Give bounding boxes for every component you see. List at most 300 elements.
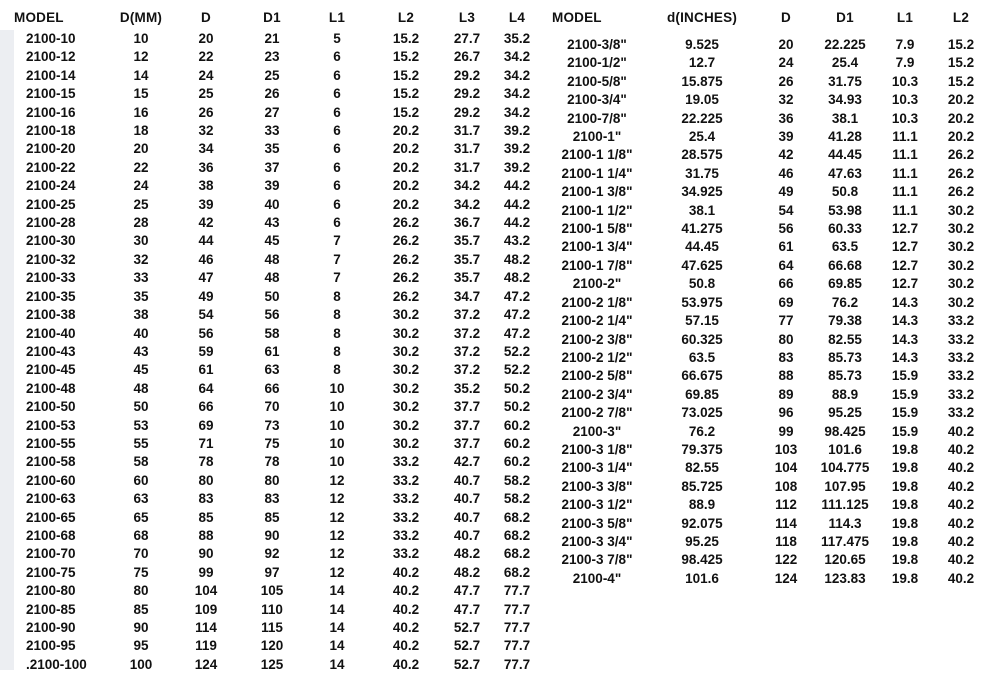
value-cell: 48.2 xyxy=(503,251,531,267)
value-cell: 23 xyxy=(264,49,280,65)
value-cell: 20.2 xyxy=(392,178,420,194)
value-cell: 49 xyxy=(198,288,214,304)
value-cell: 58 xyxy=(264,325,280,341)
value-cell: 39 xyxy=(778,129,794,145)
table-row xyxy=(552,441,992,459)
value-cell: 44.45 xyxy=(828,147,862,163)
value-cell: 40.7 xyxy=(453,472,481,488)
model-cell: 2100-32 xyxy=(26,251,76,267)
model-cell: 2100-5/8" xyxy=(567,73,627,89)
value-cell: 52.7 xyxy=(453,656,481,672)
value-cell: 117.475 xyxy=(820,533,870,549)
model-cell: 2100-60 xyxy=(26,472,76,488)
value-cell: 6 xyxy=(333,159,341,175)
table-row xyxy=(552,570,992,588)
value-cell: 19.8 xyxy=(891,497,919,513)
value-cell: 48 xyxy=(133,380,149,396)
value-cell: 20.2 xyxy=(947,110,975,126)
value-cell: 44.2 xyxy=(503,178,531,194)
value-cell: 101.6 xyxy=(685,570,719,586)
value-cell: 14.3 xyxy=(891,294,919,310)
table-row xyxy=(14,472,542,490)
value-cell: 40.2 xyxy=(947,460,975,476)
value-cell: 63.5 xyxy=(831,239,859,255)
table-row xyxy=(14,122,542,140)
model-cell: 2100-2" xyxy=(572,276,622,292)
value-cell: 58.2 xyxy=(503,491,531,507)
value-cell: 41.28 xyxy=(828,129,862,145)
value-cell: 98.425 xyxy=(681,552,723,568)
inch-table-body xyxy=(552,30,992,588)
table-row xyxy=(552,275,992,293)
value-cell: 38.1 xyxy=(831,110,859,126)
value-cell: 103 xyxy=(774,441,798,457)
value-cell: 52.2 xyxy=(503,343,531,359)
column-header: D1 xyxy=(263,10,281,25)
value-cell: 15.875 xyxy=(681,73,723,89)
table-row xyxy=(14,140,542,158)
value-cell: 31.75 xyxy=(828,73,862,89)
value-cell: 47.63 xyxy=(828,165,862,181)
table-row xyxy=(552,551,992,569)
value-cell: 11.1 xyxy=(892,184,918,200)
table-row xyxy=(14,85,542,103)
value-cell: 20.2 xyxy=(392,123,420,139)
value-cell: 40.2 xyxy=(392,638,420,654)
value-cell: 33.2 xyxy=(392,509,420,525)
table-row xyxy=(552,36,992,54)
value-cell: 22.225 xyxy=(824,37,866,52)
value-cell: 78 xyxy=(264,454,280,470)
value-cell: 11.1 xyxy=(892,147,918,163)
value-cell: 120.65 xyxy=(824,552,866,568)
value-cell: 104.775 xyxy=(820,460,870,476)
value-cell: 15.2 xyxy=(392,104,420,120)
value-cell: 44 xyxy=(198,233,214,249)
value-cell: 46 xyxy=(198,251,214,267)
model-cell: 2100-2 1/8" xyxy=(561,294,633,310)
column-header: D(MM) xyxy=(119,10,163,25)
value-cell: 28.575 xyxy=(681,147,723,163)
value-cell: 44.2 xyxy=(503,215,531,231)
value-cell: 56 xyxy=(264,307,280,323)
model-cell: 2100-58 xyxy=(26,454,76,470)
table-row xyxy=(14,435,542,453)
value-cell: 55 xyxy=(133,435,149,451)
value-cell: 35.2 xyxy=(453,380,481,396)
value-cell: 11.1 xyxy=(892,202,918,218)
model-cell: 2100-1 1/4" xyxy=(561,165,633,181)
model-cell: 2100-3 1/8" xyxy=(561,441,633,457)
value-cell: 44.45 xyxy=(685,239,719,255)
value-cell: 34.2 xyxy=(503,49,531,65)
value-cell: 48.2 xyxy=(503,270,531,286)
value-cell: 14 xyxy=(329,583,345,599)
value-cell: 76.2 xyxy=(688,423,716,439)
column-header: MODEL xyxy=(14,10,64,25)
model-cell: 2100-2 1/2" xyxy=(561,349,633,365)
value-cell: 31.7 xyxy=(453,159,481,175)
value-cell: 22 xyxy=(133,159,149,175)
value-cell: 15 xyxy=(133,86,149,102)
value-cell: 15.2 xyxy=(392,86,420,102)
model-cell: 2100-3 1/2" xyxy=(561,497,633,513)
model-cell: 2100-3" xyxy=(572,423,622,439)
value-cell: 39.2 xyxy=(503,123,531,139)
column-header: MODEL xyxy=(552,10,602,25)
value-cell: 75 xyxy=(264,435,280,451)
value-cell: 33.2 xyxy=(947,405,975,421)
value-cell: 50.2 xyxy=(503,380,531,396)
value-cell: 77.7 xyxy=(503,638,531,654)
value-cell: 40.2 xyxy=(947,441,975,457)
table-row xyxy=(14,306,542,324)
left-edge-shadow xyxy=(0,30,14,670)
value-cell: 20.2 xyxy=(392,196,420,212)
model-cell: 2100-15 xyxy=(26,86,76,102)
table-row xyxy=(14,490,542,508)
value-cell: 19.8 xyxy=(891,478,919,494)
table-row xyxy=(552,257,992,275)
value-cell: 10.3 xyxy=(891,73,919,89)
value-cell: 114 xyxy=(775,515,797,531)
value-cell: 6 xyxy=(333,196,341,212)
model-cell: 2100-1 3/8" xyxy=(561,184,633,200)
value-cell: 77.7 xyxy=(503,620,531,635)
value-cell: 14 xyxy=(329,620,345,635)
value-cell: 112 xyxy=(775,497,797,513)
value-cell: 34.7 xyxy=(453,288,481,304)
value-cell: 33.2 xyxy=(392,527,420,543)
value-cell: 104 xyxy=(774,460,798,476)
value-cell: 6 xyxy=(333,67,341,83)
model-cell: 2100-3 7/8" xyxy=(561,552,633,568)
model-cell: 2100-35 xyxy=(26,288,76,304)
value-cell: 30.2 xyxy=(392,362,420,378)
value-cell: 69 xyxy=(198,417,214,433)
value-cell: 14.3 xyxy=(891,331,919,347)
value-cell: 60.2 xyxy=(503,435,531,451)
value-cell: 88 xyxy=(198,527,214,543)
value-cell: 89 xyxy=(778,386,794,402)
value-cell: 100 xyxy=(129,656,153,672)
table-row xyxy=(14,288,542,306)
value-cell: 31.7 xyxy=(453,141,481,157)
value-cell: 39 xyxy=(264,178,280,194)
table-row xyxy=(14,656,542,674)
value-cell: 28 xyxy=(133,215,149,231)
value-cell: 7 xyxy=(333,270,341,286)
value-cell: 48 xyxy=(264,270,280,286)
table-row xyxy=(552,533,992,551)
value-cell: 47.2 xyxy=(503,325,531,341)
value-cell: 25 xyxy=(264,67,280,83)
value-cell: 6 xyxy=(333,178,341,194)
value-cell: 30.2 xyxy=(947,221,975,237)
model-cell: 2100-3 5/8" xyxy=(561,515,633,531)
value-cell: 37.2 xyxy=(453,362,481,378)
table-row xyxy=(14,159,542,177)
value-cell: 69 xyxy=(778,294,794,310)
value-cell: 30.2 xyxy=(947,257,975,273)
value-cell: 38 xyxy=(198,178,214,194)
table-row xyxy=(14,509,542,527)
model-cell: 2100-2 5/8" xyxy=(561,368,633,384)
value-cell: 82.55 xyxy=(828,331,862,347)
value-cell: 77.7 xyxy=(503,601,531,617)
value-cell: 12 xyxy=(329,509,345,525)
column-header: L1 xyxy=(896,10,914,25)
value-cell: 19.8 xyxy=(891,533,919,549)
value-cell: 36 xyxy=(778,110,794,126)
value-cell: 42 xyxy=(778,147,794,163)
value-cell: 60.2 xyxy=(503,454,531,470)
value-cell: 122 xyxy=(774,552,798,568)
value-cell: 10.3 xyxy=(891,110,919,126)
value-cell: 6 xyxy=(333,86,341,102)
value-cell: 26 xyxy=(778,73,794,89)
model-cell: 2100-3/4" xyxy=(567,92,627,108)
value-cell: 80 xyxy=(264,472,280,488)
value-cell: 70 xyxy=(264,399,280,415)
value-cell: 66 xyxy=(778,276,794,292)
table-row xyxy=(552,220,992,238)
table-row xyxy=(552,146,992,164)
value-cell: 65 xyxy=(133,509,149,525)
table-row xyxy=(552,238,992,256)
model-cell: 2100-33 xyxy=(26,270,76,286)
value-cell: 123.83 xyxy=(824,570,866,586)
value-cell: 40.2 xyxy=(947,515,975,531)
value-cell: 40.2 xyxy=(392,583,420,599)
table-row xyxy=(552,367,992,385)
value-cell: 50.2 xyxy=(503,399,531,415)
value-cell: 58 xyxy=(133,454,149,470)
value-cell: 15.2 xyxy=(392,31,420,46)
value-cell: 30 xyxy=(133,233,149,249)
table-row xyxy=(14,232,542,250)
table-row xyxy=(552,110,992,128)
value-cell: 33 xyxy=(264,123,280,139)
metric-table-body xyxy=(14,30,542,674)
model-cell: 2100-38 xyxy=(26,307,76,323)
model-cell: 2100-2 1/4" xyxy=(561,313,633,329)
value-cell: 8 xyxy=(333,343,341,359)
value-cell: 105 xyxy=(260,583,284,599)
value-cell: 85 xyxy=(133,601,149,617)
value-cell: 50.8 xyxy=(688,276,716,292)
value-cell: 48.2 xyxy=(453,564,481,580)
value-cell: 19.8 xyxy=(891,515,919,531)
column-header: L4 xyxy=(508,10,526,25)
value-cell: 54 xyxy=(198,307,214,323)
model-cell: .2100-100 xyxy=(26,656,87,672)
value-cell: 30.2 xyxy=(392,417,420,433)
table-header-row xyxy=(552,6,992,30)
value-cell: 33.2 xyxy=(947,368,975,384)
value-cell: 97 xyxy=(264,564,280,580)
table-row xyxy=(14,417,542,435)
model-cell: 2100-1 3/4" xyxy=(561,239,633,255)
value-cell: 15.2 xyxy=(392,67,420,83)
value-cell: 110 xyxy=(261,601,283,617)
value-cell: 30.2 xyxy=(392,325,420,341)
value-cell: 115 xyxy=(261,620,283,635)
table-row xyxy=(14,325,542,343)
value-cell: 111.125 xyxy=(821,497,869,513)
value-cell: 104 xyxy=(194,583,218,599)
value-cell: 33.2 xyxy=(392,546,420,562)
value-cell: 92.075 xyxy=(681,515,723,531)
value-cell: 47.2 xyxy=(503,288,531,304)
value-cell: 50 xyxy=(264,288,280,304)
value-cell: 40.7 xyxy=(453,527,481,543)
value-cell: 37.7 xyxy=(453,435,481,451)
value-cell: 77.7 xyxy=(503,656,531,672)
value-cell: 14 xyxy=(329,638,345,654)
value-cell: 26.2 xyxy=(947,165,975,181)
value-cell: 26.2 xyxy=(947,147,975,163)
value-cell: 8 xyxy=(333,362,341,378)
value-cell: 124 xyxy=(194,656,218,672)
model-cell: 2100-2 7/8" xyxy=(561,405,633,421)
value-cell: 68.2 xyxy=(503,546,531,562)
value-cell: 109 xyxy=(194,601,218,617)
model-cell: 2100-7/8" xyxy=(567,110,627,126)
table-row xyxy=(552,515,992,533)
value-cell: 59 xyxy=(198,343,214,359)
value-cell: 34.93 xyxy=(828,92,862,108)
value-cell: 40.2 xyxy=(947,533,975,549)
value-cell: 63 xyxy=(133,491,149,507)
table-row xyxy=(14,177,542,195)
model-cell: 2100-1/2" xyxy=(567,55,627,71)
model-cell: 2100-90 xyxy=(26,620,76,635)
table-row xyxy=(552,386,992,404)
table-row xyxy=(552,423,992,441)
value-cell: 12.7 xyxy=(891,276,919,292)
value-cell: 47 xyxy=(198,270,214,286)
value-cell: 98.425 xyxy=(824,423,866,439)
model-cell: 2100-3/8" xyxy=(567,37,627,52)
value-cell: 50.8 xyxy=(831,184,859,200)
value-cell: 37.2 xyxy=(453,307,481,323)
model-cell: 2100-28 xyxy=(26,215,76,231)
value-cell: 66 xyxy=(264,380,280,396)
value-cell: 35.7 xyxy=(453,270,481,286)
value-cell: 56 xyxy=(198,325,214,341)
value-cell: 69.85 xyxy=(685,386,719,402)
value-cell: 83 xyxy=(778,349,794,365)
value-cell: 73 xyxy=(264,417,280,433)
value-cell: 20 xyxy=(778,37,794,52)
table-row xyxy=(14,48,542,66)
value-cell: 85.725 xyxy=(681,478,723,494)
column-header: L1 xyxy=(328,10,346,25)
table-row xyxy=(552,312,992,330)
value-cell: 38 xyxy=(133,307,149,323)
value-cell: 79.375 xyxy=(681,441,723,457)
value-cell: 47.7 xyxy=(453,601,481,617)
value-cell: 32 xyxy=(133,251,149,267)
table-row xyxy=(552,404,992,422)
value-cell: 114.3 xyxy=(828,515,862,531)
value-cell: 66 xyxy=(198,399,214,415)
value-cell: 7.9 xyxy=(895,55,915,71)
table-row xyxy=(14,564,542,582)
value-cell: 35 xyxy=(133,288,149,304)
value-cell: 50 xyxy=(133,399,149,415)
value-cell: 83 xyxy=(198,491,214,507)
value-cell: 49 xyxy=(778,184,794,200)
inch-size-table xyxy=(552,6,992,588)
table-row xyxy=(14,398,542,416)
value-cell: 40.2 xyxy=(947,497,975,513)
value-cell: 57.15 xyxy=(685,313,719,329)
value-cell: 12.7 xyxy=(891,221,919,237)
value-cell: 11.1 xyxy=(892,129,918,145)
value-cell: 33.2 xyxy=(392,454,420,470)
value-cell: 27.7 xyxy=(453,31,481,46)
table-row xyxy=(14,30,542,48)
model-cell: 2100-50 xyxy=(26,399,76,415)
value-cell: 10 xyxy=(329,435,345,451)
value-cell: 120 xyxy=(260,638,284,654)
value-cell: 26.2 xyxy=(392,251,420,267)
value-cell: 107.95 xyxy=(824,478,866,494)
value-cell: 43.2 xyxy=(503,233,531,249)
value-cell: 26.2 xyxy=(392,270,420,286)
value-cell: 47.625 xyxy=(681,257,723,273)
model-cell: 2100-63 xyxy=(26,491,76,507)
value-cell: 61 xyxy=(778,239,794,255)
value-cell: 24 xyxy=(133,178,149,194)
value-cell: 88.9 xyxy=(688,497,716,513)
value-cell: 42.7 xyxy=(453,454,481,470)
model-cell: 2100-85 xyxy=(26,601,76,617)
model-cell: 2100-45 xyxy=(26,362,76,378)
value-cell: 124 xyxy=(774,570,798,586)
model-cell: 2100-43 xyxy=(26,343,76,359)
value-cell: 30.2 xyxy=(392,399,420,415)
value-cell: 9.525 xyxy=(685,37,719,52)
value-cell: 88.9 xyxy=(831,386,859,402)
value-cell: 73.025 xyxy=(681,405,723,421)
value-cell: 29.2 xyxy=(453,67,481,83)
value-cell: 26 xyxy=(198,104,214,120)
value-cell: 14.3 xyxy=(891,349,919,365)
table-row xyxy=(14,196,542,214)
value-cell: 34.2 xyxy=(453,196,481,212)
model-cell: 2100-12 xyxy=(26,49,76,65)
value-cell: 52.2 xyxy=(503,362,531,378)
value-cell: 8 xyxy=(333,307,341,323)
table-row xyxy=(14,269,542,287)
value-cell: 12 xyxy=(329,527,345,543)
value-cell: 71 xyxy=(198,435,214,451)
value-cell: 10.3 xyxy=(891,92,919,108)
value-cell: 61 xyxy=(264,343,280,359)
value-cell: 30.2 xyxy=(947,239,975,255)
value-cell: 40.2 xyxy=(947,552,975,568)
value-cell: 30.2 xyxy=(392,380,420,396)
table-row xyxy=(14,214,542,232)
value-cell: 108 xyxy=(774,478,798,494)
value-cell: 10 xyxy=(329,417,345,433)
value-cell: 82.55 xyxy=(685,460,719,476)
value-cell: 35.7 xyxy=(453,233,481,249)
model-cell: 2100-2 3/4" xyxy=(561,386,633,402)
